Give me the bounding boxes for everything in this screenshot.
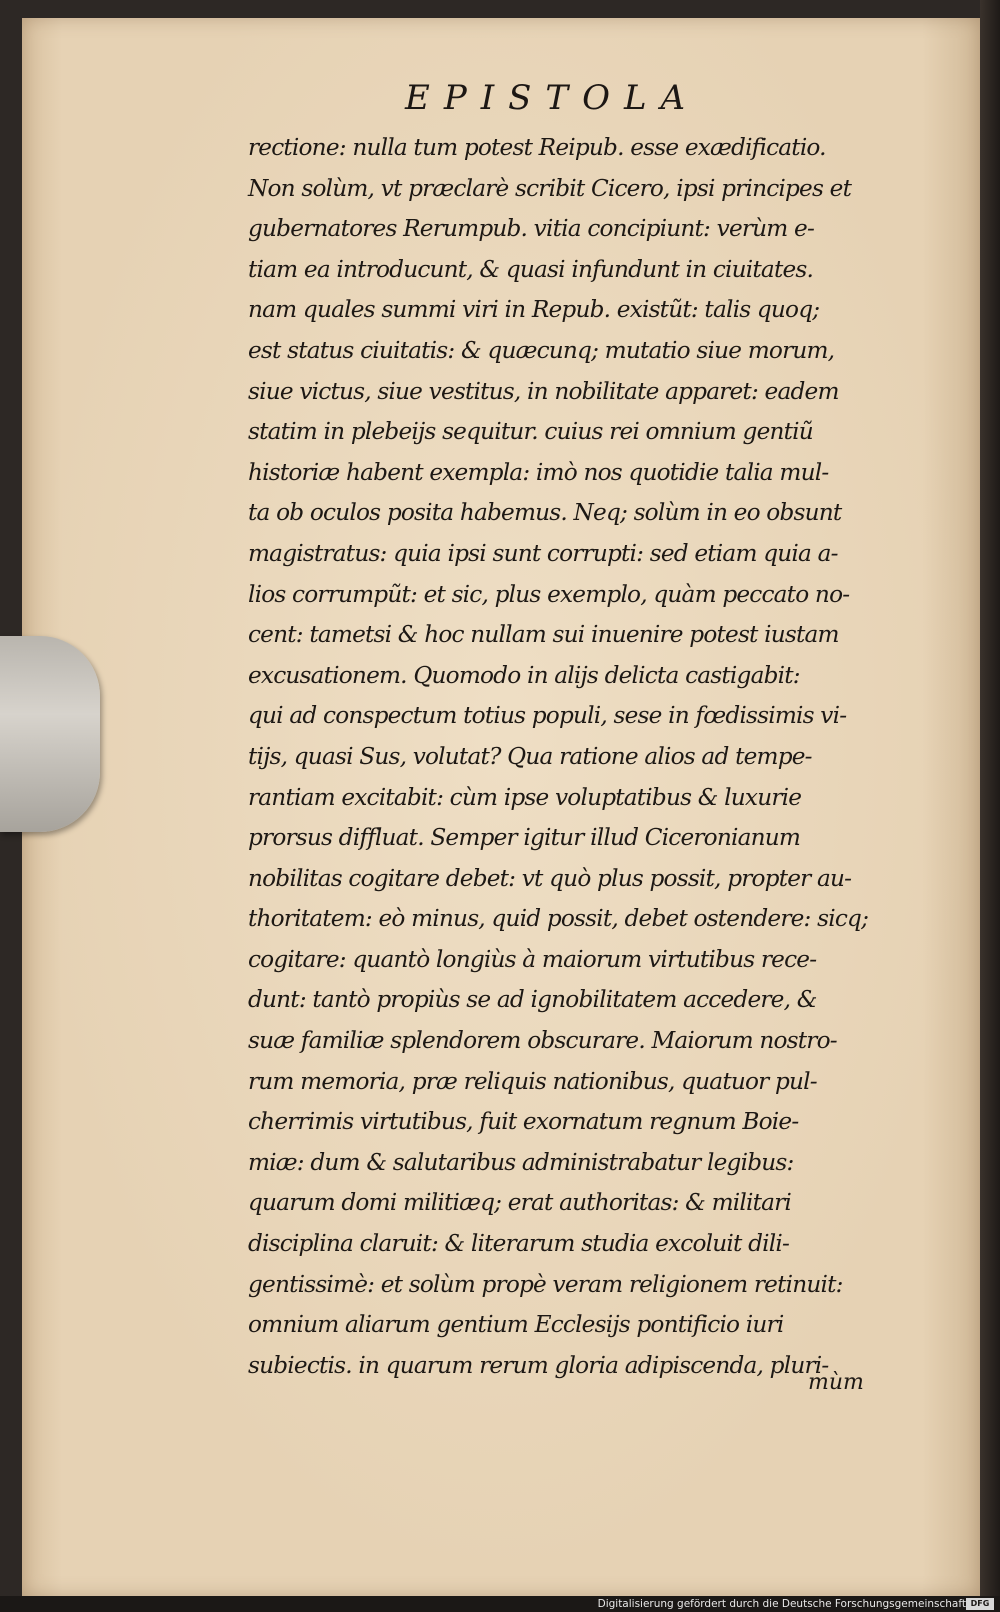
catchword: mùm [808, 1370, 864, 1395]
text-line: nobilitas cogitare debet: vt quò plus possit, propter au- [248, 864, 852, 892]
text-line: cherrimis virtutibus, fuit exornatum regnum Boie- [248, 1108, 799, 1136]
text-line: suæ familiæ splendorem obscurare. Maiorum nostro- [248, 1027, 837, 1055]
text-line: nam quales summi viri in Repub. existũt: talis quoq; [248, 296, 820, 324]
text-line: dunt: tantò propiùs se ad ignobilitatem accedere, & [248, 986, 817, 1014]
text-line: siue victus, siue vestitus, in nobilitate apparet: eadem [248, 377, 839, 405]
dfg-logo: DFG [966, 1598, 994, 1610]
text-line: rectione: nulla tum potest Reipub. esse exædificatio. [248, 134, 826, 161]
text-line: subiectis. in quarum rerum gloria adipiscenda, pluri- [248, 1351, 829, 1379]
text-line: ta ob oculos posita habemus. Neq; solùm in eo obsunt [248, 499, 842, 527]
footer-bar [0, 1596, 1000, 1612]
text-line: gentissimè: et solùm propè veram religionem retinuit: [248, 1270, 843, 1298]
text-line: statim in plebeijs sequitur. cuius rei omnium gentiũ [248, 418, 813, 446]
body-text [248, 128, 898, 1386]
text-line: lios corrumpũt: et sic, plus exemplo, quàm peccato no- [248, 580, 850, 608]
running-header: EPISTOLA [405, 78, 700, 118]
text-line: cent: tametsi & hoc nullam sui inuenire potest iustam [248, 621, 839, 649]
text-line: tijs, quasi Sus, volutat? Qua ratione alios ad tempe- [248, 742, 812, 770]
text-line: miæ: dum & salutaribus administrabatur legibus: [248, 1148, 794, 1176]
text-line: est status ciuitatis: & quæcunq; mutatio siue morum, [248, 336, 835, 364]
footer-credit: Digitalisierung gefördert durch die Deutsche Forschungsgemeinschaft [597, 1598, 966, 1610]
text-line: excusationem. Quomodo in alijs delicta castigabit: [248, 661, 800, 689]
text-line: rum memoria, præ reliquis nationibus, quatuor pul- [248, 1067, 817, 1095]
text-line: prorsus diffluat. Semper igitur illud Ciceronianum [248, 824, 801, 852]
text-line: qui ad conspectum totius populi, sese in fœdissimis vi- [248, 702, 847, 730]
text-line: Non solùm, vt præclarè scribit Cicero, ipsi principes et [248, 174, 852, 202]
text-line: thoritatem: eò minus, quid possit, debet ostendere: sicq; [248, 905, 869, 933]
text-line: historiæ habent exempla: imò nos quotidie talia mul- [248, 458, 829, 486]
text-line: quarum domi militiæq; erat authoritas: & militari [248, 1189, 792, 1217]
text-line: omnium aliarum gentium Ecclesijs pontificio iuri [248, 1311, 784, 1339]
text-line: magistratus: quia ipsi sunt corrupti: sed etiam quia a- [248, 539, 838, 567]
text-line: rantiam excitabit: cùm ipse voluptatibus & luxurie [248, 783, 802, 811]
text-line: tiam ea introducunt, & quasi infundunt in ciuitates. [248, 255, 814, 283]
page-holder-clip [0, 636, 100, 832]
text-line: cogitare: quantò longiùs à maiorum virtutibus rece- [248, 945, 817, 973]
text-line: gubernatores Rerumpub. vitia concipiunt: verùm e- [248, 215, 814, 243]
text-line: disciplina claruit: & literarum studia excoluit dili- [248, 1230, 790, 1258]
book-edge [980, 0, 1000, 1612]
